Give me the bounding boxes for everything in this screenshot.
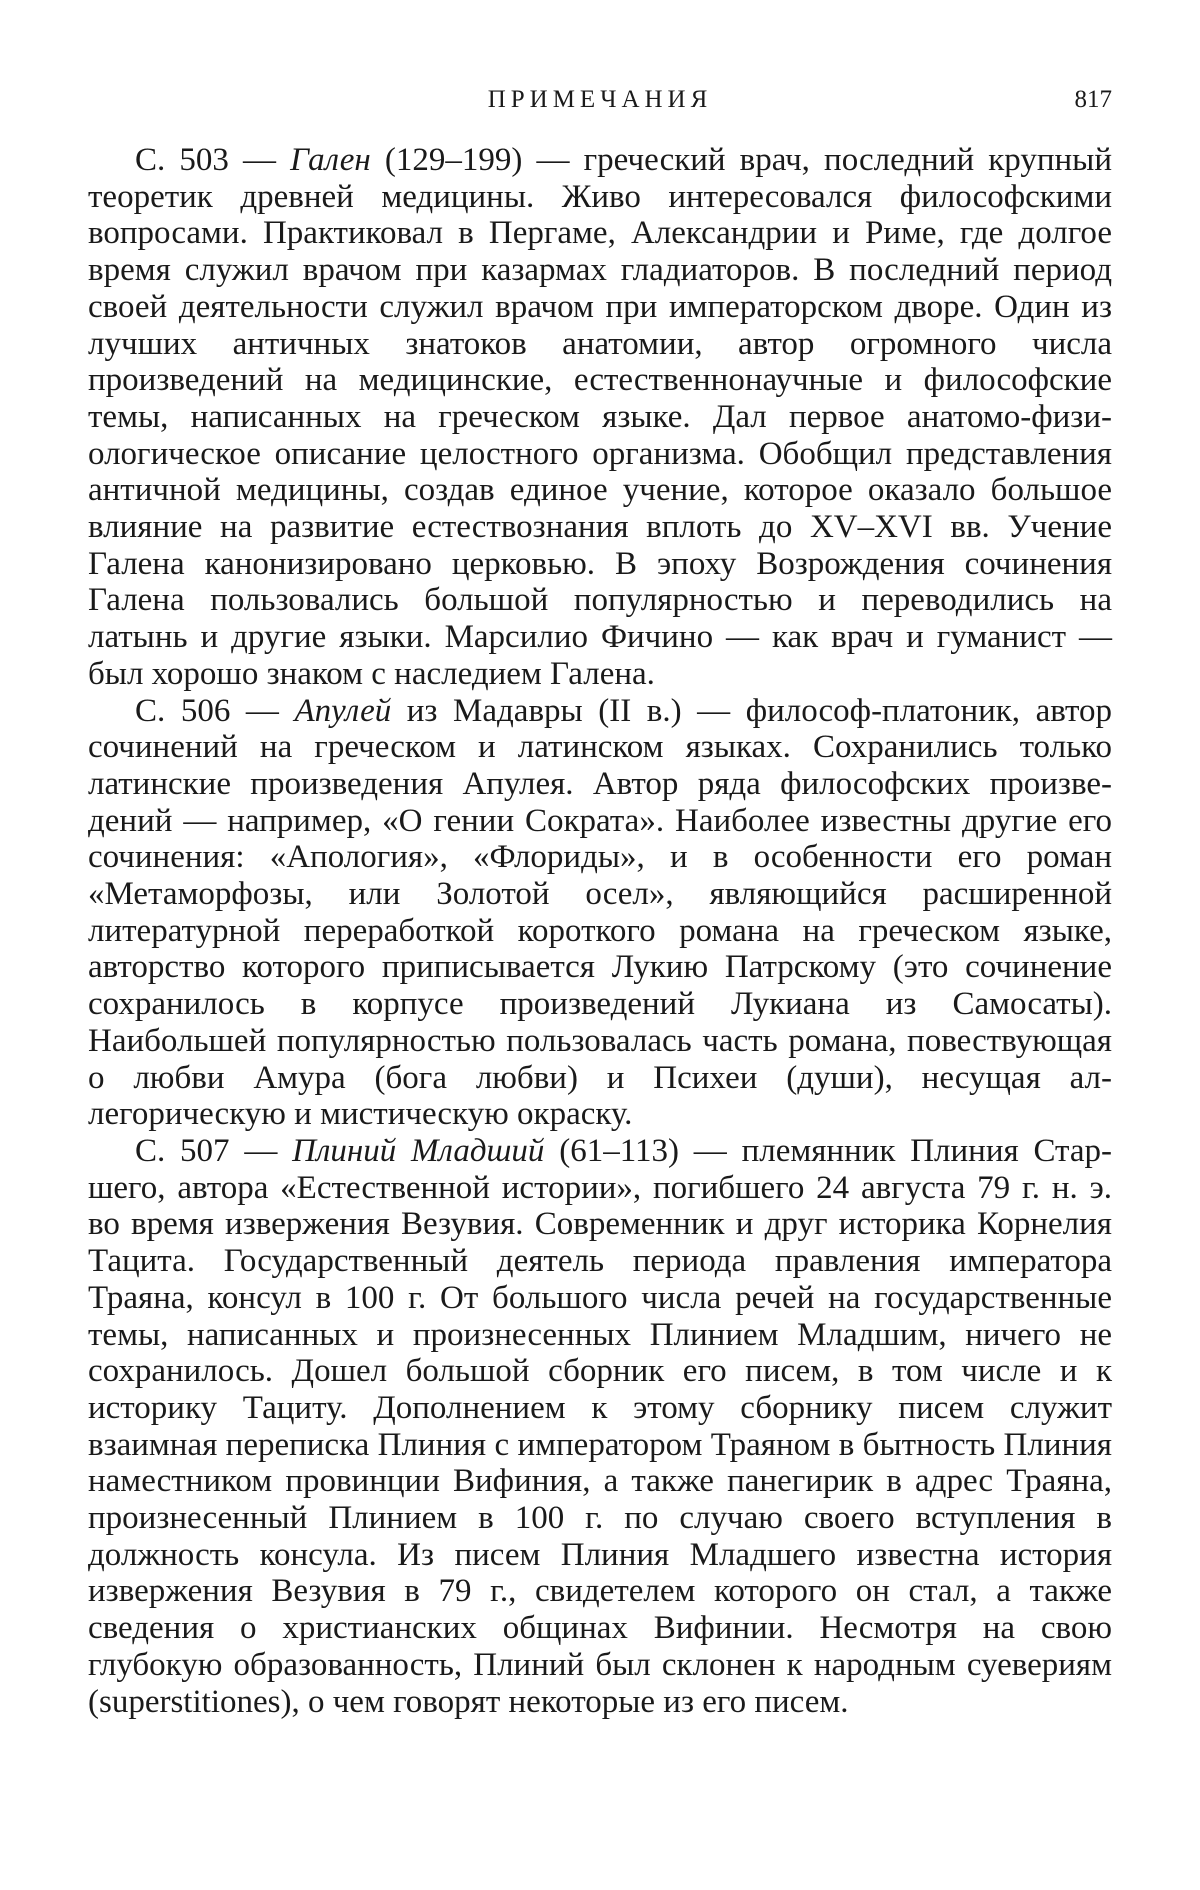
note-apuleius (88, 693, 1112, 1133)
note-text: из Мадавры (II в.) — философ-платоник, автор сочинений на греческом и латинском языках. Сохранились только латинские произведения Апулея. Автор ряда философских произведений — например, «О гении Сократа». Наиболее известны другие его сочинения: «Апология», «Флориды», и в особенности его роман «Метаморфозы, или Золотой осел», являющийся расширенной литературной переработкой короткого романа на греческом языке, авторство которого приписывается Лукию Патрскому (это сочинение сохранилось в корпусе произведений Лукиана из Самосаты). Наибольшей популярностью пользовалась часть романа, повествующая о любви Амура (бога любви) и Психеи (души), несущая аллегорическую и мистическую окраску. (88, 692, 1113, 1133)
note-galen (88, 142, 1112, 693)
note-pliny-younger (88, 1133, 1112, 1720)
running-head (88, 86, 1112, 126)
note-dash: — (228, 142, 291, 178)
note-subject-name: Плиний Младший (292, 1132, 545, 1169)
note-text: (61–113) — племянник Плиния Старшего, автора «Естественной истории», погибшего 24 августа 79 г. н. э. во время извержения Везувия. Современник и друг историка Корнелия Тацита. Государственный деятель периода правления императора Траяна, консул в 100 г. От большого числа речей на государственные темы, написанных и произнесенных Плинием Младшим, ничего не сохранилось. Дошел большой сборник его писем, в том числе и к историку Тациту. Дополнением к этому сборнику писем служит взаимная переписка Плиния с императором Траяном в бытность Плиния наместником провинции Вифиния, а также панегирик в адрес Траяна, произнесенный Плинием в 100 г. по случаю своего вступления в должность консула. Из писем Плиния Младшего известна история извержения Везувия в 79 г., свидетелем которого он стал, а также сведения о христианских общинах Вифинии. Несмотря на свою глубокую образованность, Плиний был склонен к народным суевериям (superstitiones), о чем говорят некоторые из его писем. (88, 1132, 1113, 1720)
notes-body (88, 142, 1112, 1720)
note-dash: — (230, 692, 295, 729)
note-subject-name: Гален (290, 142, 371, 178)
note-text: (129–199) — греческий врач, последний крупный теоретик древней медицины. Живо интересовался философскими вопросами. Практиковал в Пергаме, Александрии и Риме, где долгое время служил врачом при казармах гладиаторов. В последний период своей деятельности служил врачом при императорском дворе. Один из лучших античных знатоков анатомии, автор огромного числа произведений на медицинские, естественнонаучные и философские темы, написанных на греческом языке. Дал первое анатомо-физиологическое описание целостного организма. Обобщил представления античной медицины, создав единое учение, которое оказало большое влияние на развитие естествознания вплоть до XV–XVI вв. Учение Галена канонизировано церковью. В эпоху Возрождения сочинения Галена пользовались большой популярностью и переводились на латынь и другие языки. Марсилио Фичино — как врач и гуманист — был хорошо знаком с наследием Галена. (88, 142, 1112, 692)
note-reference: С. 506 (135, 692, 231, 729)
note-subject-name: Апулей (294, 692, 392, 729)
note-reference: С. 503 (135, 142, 229, 178)
note-dash: — (229, 1132, 293, 1169)
note-reference: С. 507 (135, 1132, 230, 1169)
running-title: ПРИМЕЧАНИЯ (487, 86, 713, 113)
page-number: 817 (1074, 86, 1112, 113)
